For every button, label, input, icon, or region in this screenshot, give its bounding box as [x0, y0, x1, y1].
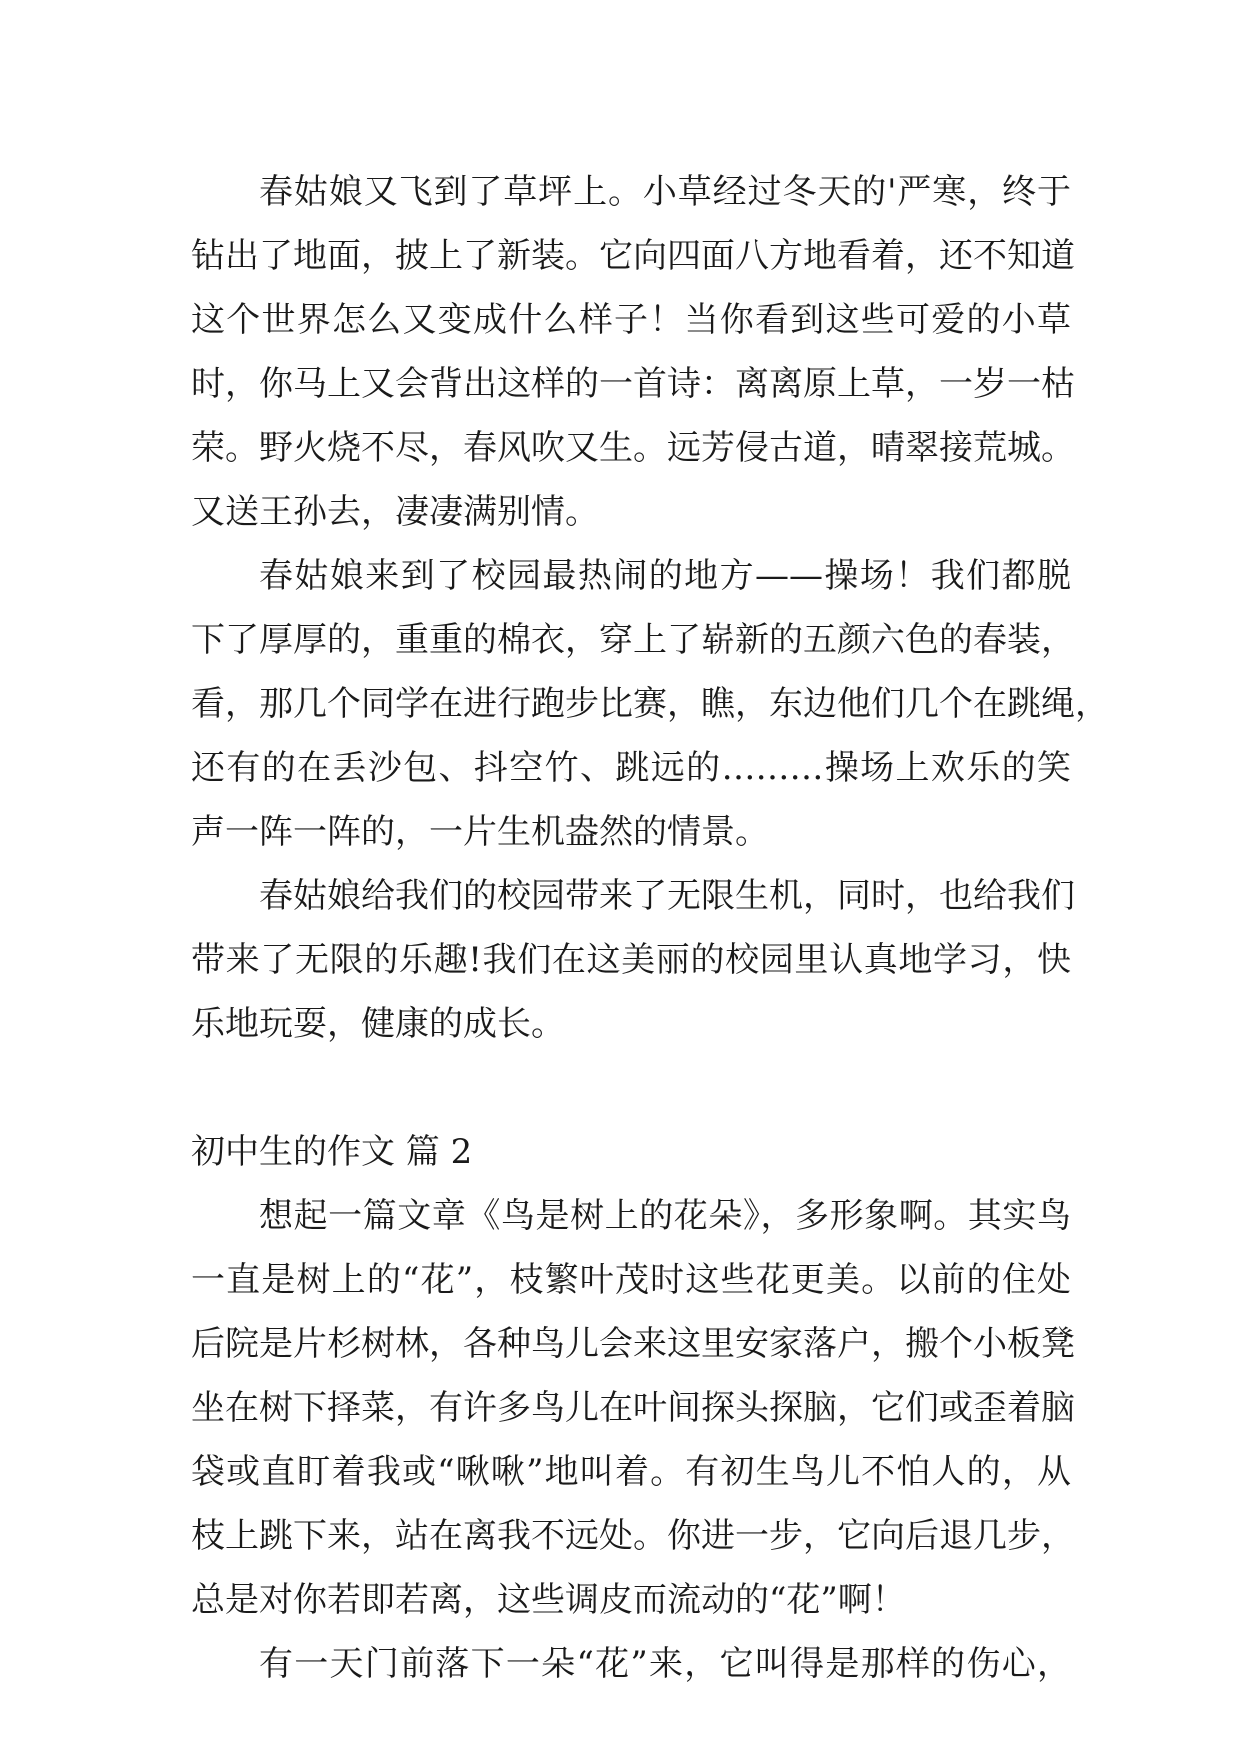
document-body	[191, 160, 1109, 1696]
paragraph-line: 袋或直盯着我或“啾啾”地叫着。有初生鸟儿不怕人的，从	[191, 1452, 1071, 1492]
paragraph	[191, 544, 1109, 864]
paragraph-line: 枝上跳下来，站在离我不远处。你进一步，它向后退几步，	[191, 1516, 1075, 1556]
paragraph-line: 春姑娘来到了校园最热闹的地方——操场！我们都脱	[259, 556, 1071, 596]
paragraph-line: 声一阵一阵的，一片生机盎然的情景。	[191, 812, 769, 852]
paragraph-line: 后院是片杉树林，各种鸟儿会来这里安家落户，搬个小板凳	[191, 1324, 1075, 1364]
section-spacer	[191, 1056, 1071, 1120]
paragraph-line: 想起一篇文章《鸟是树上的花朵》，多形象啊。其实鸟	[259, 1196, 1071, 1236]
paragraph-line: 下了厚厚的，重重的棉衣，穿上了崭新的五颜六色的春装，	[191, 620, 1075, 660]
paragraph-line: 有一天门前落下一朵“花”来，它叫得是那样的伤心，	[259, 1644, 1071, 1684]
paragraph-line: 钻出了地面，披上了新装。它向四面八方地看着，还不知道	[191, 236, 1075, 276]
paragraph-line: 又送王孙去，凄凄满别情。	[191, 492, 599, 532]
paragraph-line: 还有的在丢沙包、抖空竹、跳远的………操场上欢乐的笑	[191, 748, 1071, 788]
paragraph-line: 乐地玩耍，健康的成长。	[191, 1004, 565, 1044]
paragraph-line: 看，那几个同学在进行跑步比赛，瞧，东边他们几个在跳绳，	[191, 684, 1109, 724]
paragraph	[191, 160, 1075, 544]
paragraph	[191, 1632, 1071, 1696]
section-heading: 初中生的作文 篇 2	[191, 1132, 473, 1172]
paragraph-line: 时，你马上又会背出这样的一首诗：离离原上草，一岁一枯	[191, 364, 1075, 404]
paragraph-line: 带来了无限的乐趣!我们在这美丽的校园里认真地学习，快	[191, 940, 1071, 980]
paragraph-line: 春姑娘又飞到了草坪上。小草经过冬天的'严寒，终于	[259, 172, 1071, 212]
paragraph-line: 荣。野火烧不尽，春风吹又生。远芳侵古道，晴翠接荒城。	[191, 428, 1075, 468]
paragraph-line: 春姑娘给我们的校园带来了无限生机，同时，也给我们	[259, 876, 1075, 916]
paragraph-line: 总是对你若即若离，这些调皮而流动的“花”啊！	[191, 1580, 906, 1620]
paragraph-line: 一直是树上的“花”，枝繁叶茂时这些花更美。以前的住处	[191, 1260, 1071, 1300]
paragraph	[191, 864, 1075, 1056]
paragraph-line: 坐在树下择菜，有许多鸟儿在叶间探头探脑，它们或歪着脑	[191, 1388, 1075, 1428]
paragraph	[191, 1184, 1075, 1632]
paragraph-line: 这个世界怎么又变成什么样子！当你看到这些可爱的小草	[191, 300, 1071, 340]
